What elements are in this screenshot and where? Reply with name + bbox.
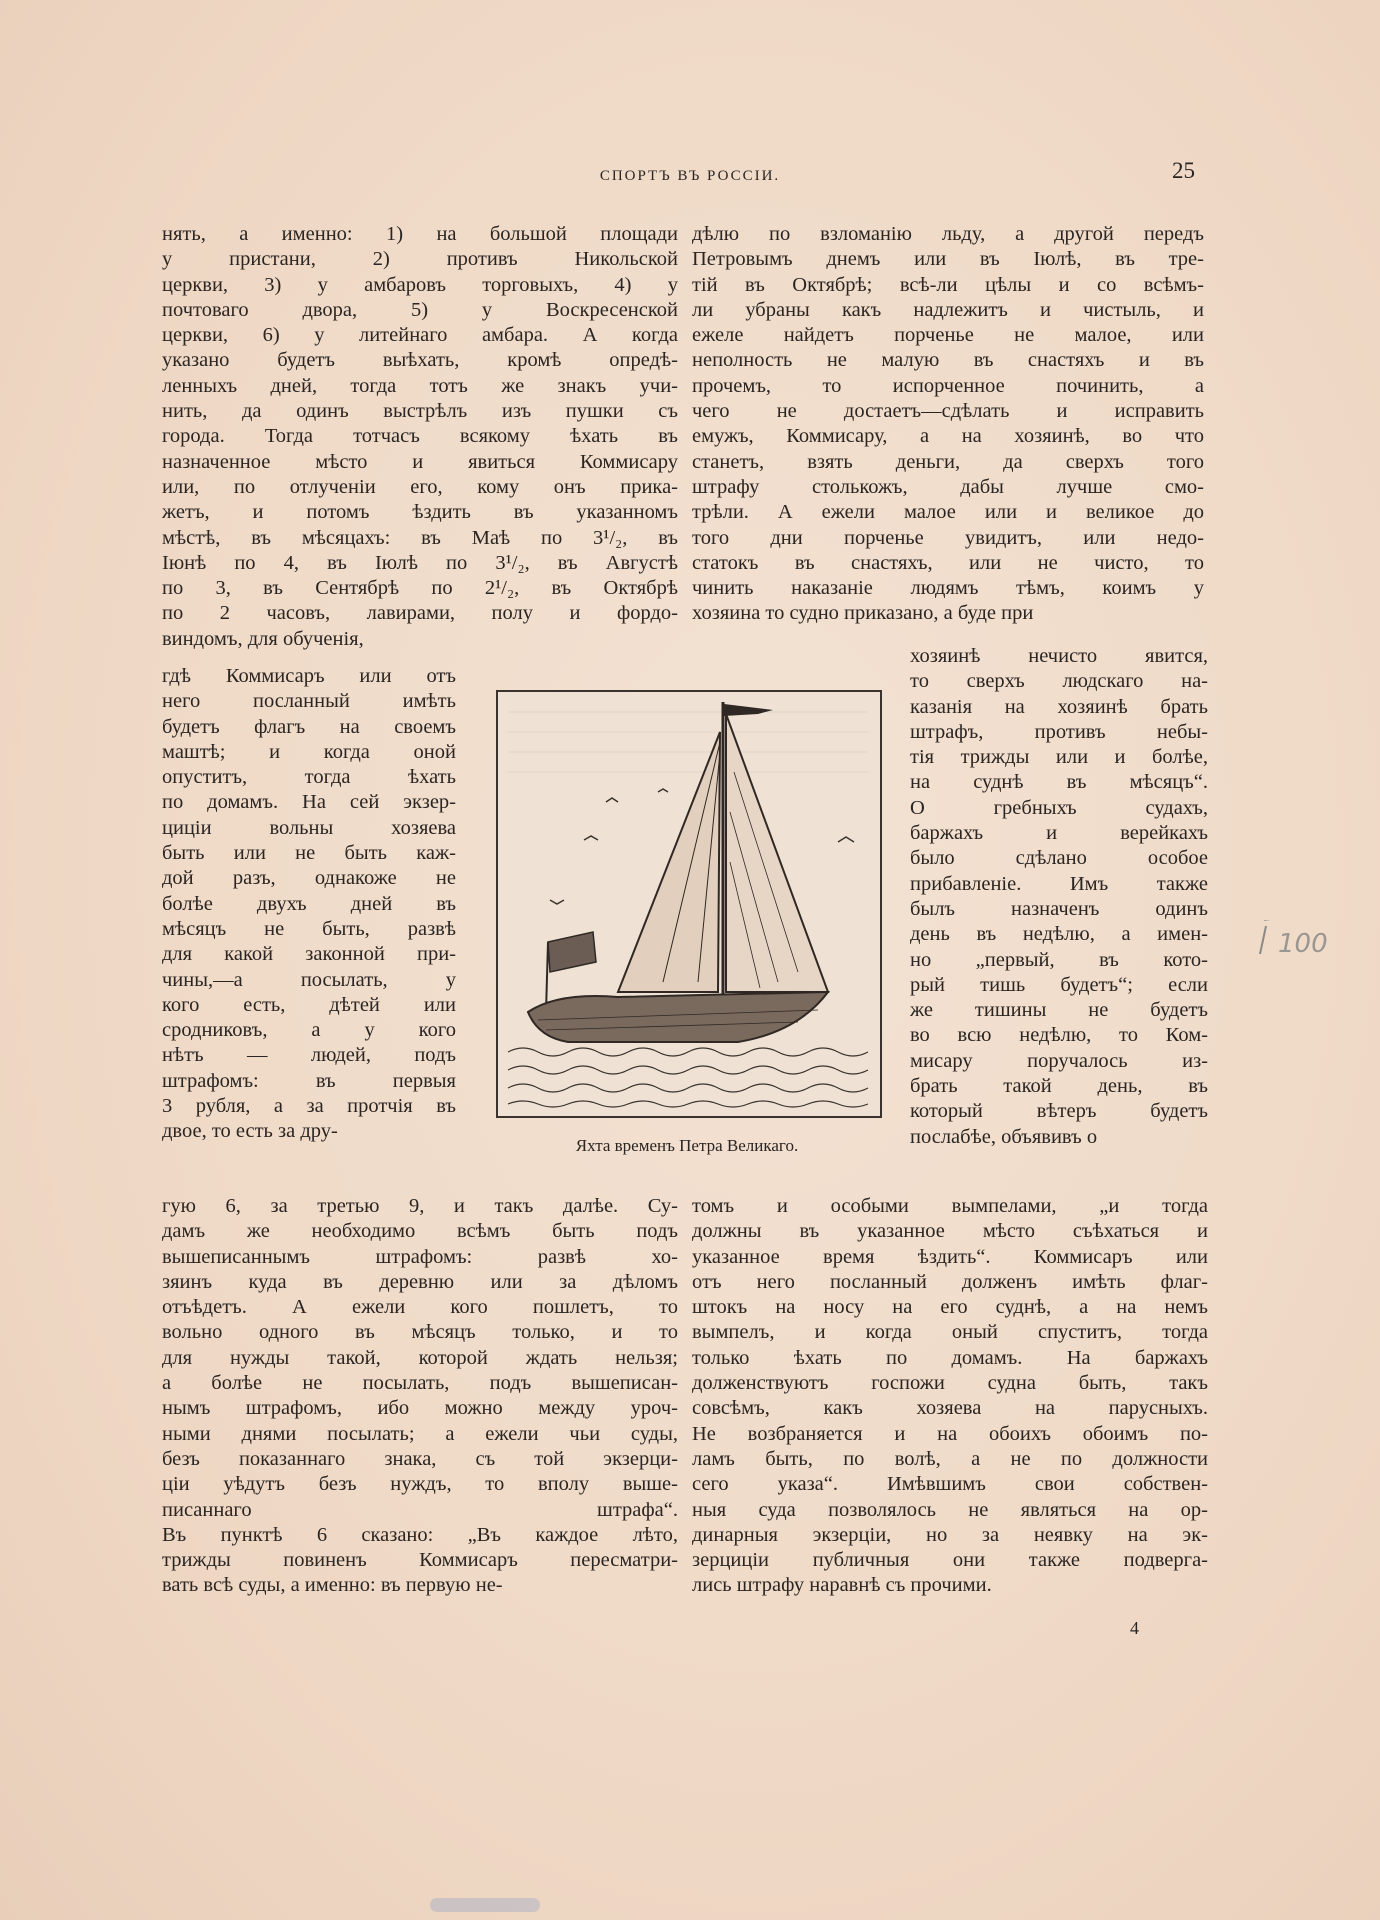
text-line: хозяинѣ нечисто явится, [910, 645, 1208, 667]
text-line: ленныхъ дней, тогда тотъ же знакъ учи- [162, 374, 678, 397]
text-line: ныя суда позволялось не являться на ор- [692, 1498, 1208, 1521]
text-line: лись штрафу наравнѣ съ прочими. [692, 1574, 992, 1597]
text-line: вать всѣ суды, а именно: въ первую не- [162, 1574, 503, 1597]
text-line: чины,—а посылать, у [162, 968, 456, 991]
page-number: 25 [1172, 158, 1195, 183]
text-line: опуститъ, тогда ѣхать [162, 766, 456, 789]
text-line: штрафомъ: въ первыя [162, 1069, 456, 1092]
text-line: станетъ, взять деньги, да сверхъ того [692, 450, 1204, 473]
text-line: отъ него посланный долженъ имѣть флаг- [692, 1270, 1208, 1293]
text-line: кого есть, дѣтей или [162, 993, 456, 1016]
yacht-illustration [496, 690, 882, 1118]
text-line: трижды повиненъ Коммисаръ пересматри- [162, 1549, 678, 1572]
text-line: зяинъ куда въ деревню или за дѣломъ [162, 1270, 678, 1293]
text-line: который вѣтеръ будетъ [910, 1100, 1208, 1123]
text-line: О гребныхъ судахъ, [910, 796, 1208, 819]
text-line: чинить наказаніе людямъ тѣмъ, коимъ у [692, 577, 1204, 600]
text-line: прибавленіе. Имъ также [910, 872, 1208, 895]
text-line: ціи уѣдутъ безъ нуждъ, то вполу выше- [162, 1473, 678, 1496]
handwritten-pencil-note [1252, 920, 1342, 960]
text-line: него посланный имѣть [162, 690, 456, 713]
text-line: по домамъ. На сей экзер- [162, 791, 456, 814]
text-line: былъ назначенъ одинъ [910, 897, 1208, 920]
text-line: дѣлю по взломанію льду, а другой передъ [692, 223, 1204, 245]
text-line: рый тишь будетъ“; если [910, 973, 1208, 996]
text-line: то сверхъ людскаго на- [910, 670, 1208, 693]
text-line: сего указа“. Имѣвшимъ свои собствен- [692, 1473, 1208, 1496]
text-line: должны въ указанное мѣсто съѣхаться и [692, 1220, 1208, 1243]
text-line: почтоваго двора, 5) у Воскресенской [162, 298, 678, 321]
text-line: гдѣ Коммисаръ или отъ [162, 665, 456, 687]
text-line: дамъ же необходимо всѣмъ быть подъ [162, 1220, 678, 1243]
column-left-bottom [162, 1194, 678, 1599]
text-line: указанное время ѣздить“. Коммисаръ или [692, 1245, 1208, 1268]
text-line: Въ пунктѣ 6 сказано: „Въ каждое лѣто, [162, 1523, 678, 1546]
text-line: болѣе двухъ дней въ [162, 892, 456, 915]
text-line: безъ показаннаго знака, съ той экзерци- [162, 1447, 678, 1470]
ink-smudge [430, 1898, 540, 1912]
text-line: двое, то есть за дру- [162, 1120, 338, 1143]
text-line: статокъ въ снастяхъ, или не чисто, то [692, 551, 1204, 574]
column-left-top [162, 222, 678, 652]
text-line: у пристани, 2) противъ Никольской [162, 248, 678, 271]
running-title: СПОРТЪ ВЪ РОССІИ. [599, 168, 781, 184]
text-line: штокъ на носу на его суднѣ, а на немъ [692, 1296, 1208, 1319]
text-line: Не возбраняется и на обоихъ обоимъ по- [692, 1422, 1208, 1445]
text-line: мисару поручалось из- [910, 1049, 1208, 1072]
text-line: послабѣе, объявивъ о [910, 1125, 1098, 1148]
text-line: писаннаго штрафа“. [162, 1498, 678, 1521]
text-line: или, по отлученіи его, кому онъ прика- [162, 475, 678, 498]
text-line: виндомъ, для обученія, [162, 627, 364, 650]
text-line: тій въ Октябрѣ; всѣ-ли цѣлы и со всѣмъ- [692, 273, 1204, 296]
text-line: мѣсяцъ не быть, развѣ [162, 917, 456, 940]
text-line: будетъ флагъ на своемъ [162, 715, 456, 738]
text-line: зерциціи публичныя они также подверга- [692, 1549, 1208, 1572]
yacht-engraving [498, 692, 880, 1116]
text-line: долженствуютъ госпожи судна быть, такъ [692, 1372, 1208, 1395]
text-line: Петровымъ днемъ или въ Іюлѣ, въ тре- [692, 248, 1204, 271]
text-line: Іюнѣ по 4, въ Іюлѣ по 3¹/₂, въ Августѣ [162, 551, 678, 574]
text-line: неполность не малую въ снастяхъ и въ [692, 349, 1204, 372]
text-line: день въ недѣлю, а имен- [910, 923, 1208, 946]
text-line: прочемъ, то испорченное починить, а [692, 374, 1204, 397]
text-line: емужъ, Коммисару, а на хозяинѣ, во что [692, 425, 1204, 448]
text-line: на суднѣ въ мѣсяцъ“. [910, 771, 1208, 794]
text-line: ли убраны какъ надлежитъ и чистыль, и [692, 298, 1204, 321]
text-line: ными днями посылать; а ежели чьи суды, [162, 1422, 678, 1445]
text-line: по 3, въ Сентябрѣ по 2¹/₂, въ Октябрѣ [162, 577, 678, 600]
text-line: вышеписаннымъ штрафомъ: развѣ хо- [162, 1245, 678, 1268]
text-line: во всю недѣлю, то Ком- [910, 1024, 1208, 1047]
text-line: хозяина то судно приказано, а буде при [692, 602, 1034, 625]
text-line: штрафъ, противъ небы- [910, 720, 1208, 743]
text-line: но „первый, въ кото- [910, 948, 1208, 971]
text-line: а болѣе не посылать, подъ вышеписан- [162, 1372, 678, 1395]
column-left-narrow [162, 664, 456, 1145]
figure-caption: Яхта временъ Петра Великаго. [575, 1136, 799, 1155]
text-line: трѣли. А ежели малое или и великое до [692, 501, 1204, 524]
text-line: жетъ, и потомъ ѣздить въ указанномъ [162, 501, 678, 524]
text-line: города. Тогда тотчасъ всякому ѣхать въ [162, 425, 678, 448]
text-line: отъѣдетъ. А ежели кого пошлетъ, то [162, 1296, 678, 1319]
text-line: маштѣ; и когда оной [162, 740, 456, 763]
handwritten-number: 100 [1278, 929, 1328, 959]
text-line: динарныя экзерціи, но за неявку на эк- [692, 1523, 1208, 1546]
text-line: сродниковъ, а у кого [162, 1019, 456, 1042]
text-line: было сдѣлано особое [910, 847, 1208, 870]
text-line: того дни порченье увидитъ, или недо- [692, 526, 1204, 549]
text-line: чего не достаетъ—сдѣлать и исправить [692, 400, 1204, 423]
text-line: указано будетъ выѣхать, кромѣ опредѣ- [162, 349, 678, 372]
text-line: гую 6, за третью 9, и такъ далѣе. Су- [162, 1195, 678, 1217]
text-line: циціи вольны хозяева [162, 816, 456, 839]
text-line: ламъ быть, по волѣ, а не по должности [692, 1447, 1208, 1470]
text-line: томъ и особыми вымпелами, „и тогда [692, 1195, 1208, 1217]
text-line: вымпелъ, и когда оный спуститъ, тогда [692, 1321, 1208, 1344]
text-line: только ѣхать по домамъ. На баржахъ [692, 1346, 1208, 1369]
text-line: совсѣмъ, какъ хозяева на парусныхъ. [692, 1397, 1208, 1420]
text-line: казанія на хозяинѣ брать [910, 695, 1208, 718]
text-line: тія трижды или и болѣе, [910, 746, 1208, 769]
column-right-bottom [692, 1194, 1208, 1599]
text-line: дой разъ, однакоже не [162, 867, 456, 890]
column-right-narrow [910, 644, 1208, 1150]
column-right-top [692, 222, 1204, 627]
text-line: нымъ штрафомъ, ибо можно между уроч- [162, 1397, 678, 1420]
text-line: брать такой день, въ [910, 1075, 1208, 1098]
text-line: 3 рубля, а за протчія въ [162, 1095, 456, 1118]
text-line: нять, а именно: 1) на большой площади [162, 223, 678, 245]
text-line: баржахъ и верейкахъ [910, 822, 1208, 845]
text-line: штрафу столькожъ, дабы лучше смо- [692, 475, 1204, 498]
text-line: ежеле найдетъ порченье не малое, или [692, 324, 1204, 347]
text-line: быть или не быть каж- [162, 842, 456, 865]
text-line: мѣстѣ, въ мѣсяцахъ: въ Маѣ по 3¹/₂, въ [162, 526, 678, 549]
text-line: церкви, 6) у литейнаго амбара. А когда [162, 324, 678, 347]
text-line: же тишины не будетъ [910, 999, 1208, 1022]
text-line: назначенное мѣсто и явиться Коммисару [162, 450, 678, 473]
text-line: по 2 часовъ, лавирами, полу и фордо- [162, 602, 678, 625]
text-line: для нужды такой, которой ждать нельзя; [162, 1346, 678, 1369]
text-line: нить, да одинъ выстрѣлъ изъ пушки съ [162, 400, 678, 423]
signature-mark: 4 [1130, 1618, 1139, 1638]
text-line: вольно одного въ мѣсяцъ только, и то [162, 1321, 678, 1344]
text-line: для какой законной при- [162, 943, 456, 966]
text-line: церкви, 3) у амбаровъ торговыхъ, 4) у [162, 273, 678, 296]
text-line: нѣтъ — людей, подъ [162, 1044, 456, 1067]
